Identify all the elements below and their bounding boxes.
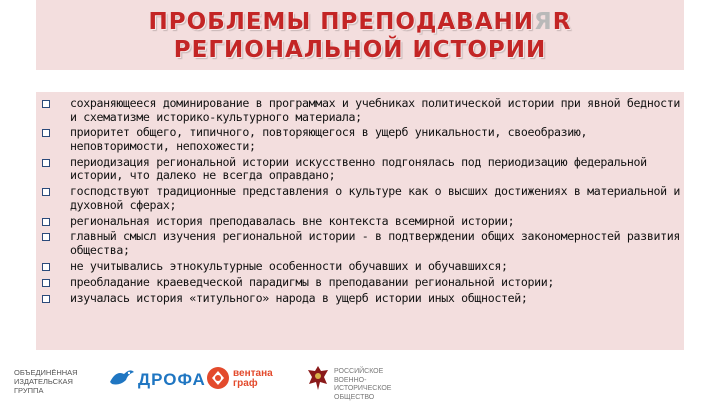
ventana-graf-logo-text [233,369,273,389]
title-suffix-letter: R [552,9,572,35]
bullet-text: преобладание краеведческой парадигмы в преподавании региональной истории; [70,274,554,289]
bullet-box-icon [42,218,50,226]
bullet-box-icon [42,188,50,196]
bullet-text: региональная история преподавалась вне контекста всемирной истории; [70,213,515,228]
bullet-text: периодизация региональной истории искусственно подгонялась под периодизацию федеральной истории, что далеко не всегда оправдано; [70,154,647,183]
publisher-group-logo: ОБЪЕДИНЁННАЯ ИЗДАТЕЛЬСКАЯ ГРУППА [14,368,78,395]
bullet-item [40,276,680,290]
bullet-item [40,260,680,274]
bullet-box-icon [42,129,50,137]
bullet-text: господствуют традиционные представления о культуре как о высших достижениях в материальной и духовной сферах; [70,184,680,212]
title-ghost-letter: Я [534,9,553,35]
bullet-box-icon [42,159,50,167]
title-line-1 [36,8,684,36]
bullet-item [40,215,680,229]
slide-title [36,8,684,64]
bullet-item [40,126,680,153]
bullet-text: приоритет общего, типичного, повторяющегося в ущерб уникальности, своеобразию, неповторимости, непохожести; [70,125,588,153]
bullet-box-icon [42,263,50,271]
rvio-eagle-icon [306,364,330,392]
bullet-item [40,230,680,257]
title-line-1-text: ПРОБЛЕМЫ ПРЕПОДАВАНИ [148,9,535,35]
bullet-item [40,292,680,306]
bullet-box-icon [42,295,50,303]
bullet-list [40,97,680,308]
bullet-item [40,185,680,212]
graf-line: граф [233,378,258,389]
drofa-logo-text: ДРОФА [138,370,206,389]
bullet-box-icon [42,279,50,287]
bullet-item [40,97,680,124]
bullet-text: изучалась история «титульного» народа в ущерб истории иных общностей; [70,290,528,305]
bullet-box-icon [42,100,50,108]
ventana-graf-icon [206,366,230,390]
title-line-2: РЕГИОНАЛЬНОЙ ИСТОРИИ [173,37,547,63]
ventana-line: вентана [233,368,273,379]
bullet-text: не учитывались этнокультурные особенности обучавших и обучавшихся; [70,258,508,273]
bullet-text: сохраняющееся доминирование в программах и учебниках политической истории при явной бедности и схематизме историко-культурного материала; [70,96,680,124]
bullet-text: главный смысл изучения региональной истории - в подтверждении общих закономерностей развития общества; [70,229,680,257]
bullet-box-icon [42,233,50,241]
drofa-bird-icon [108,366,136,388]
rvio-logo-text: РОССИЙСКОЕ ВОЕННО-ИСТОРИЧЕСКОЕ ОБЩЕСТВО [334,368,392,401]
bullet-item [40,156,680,183]
